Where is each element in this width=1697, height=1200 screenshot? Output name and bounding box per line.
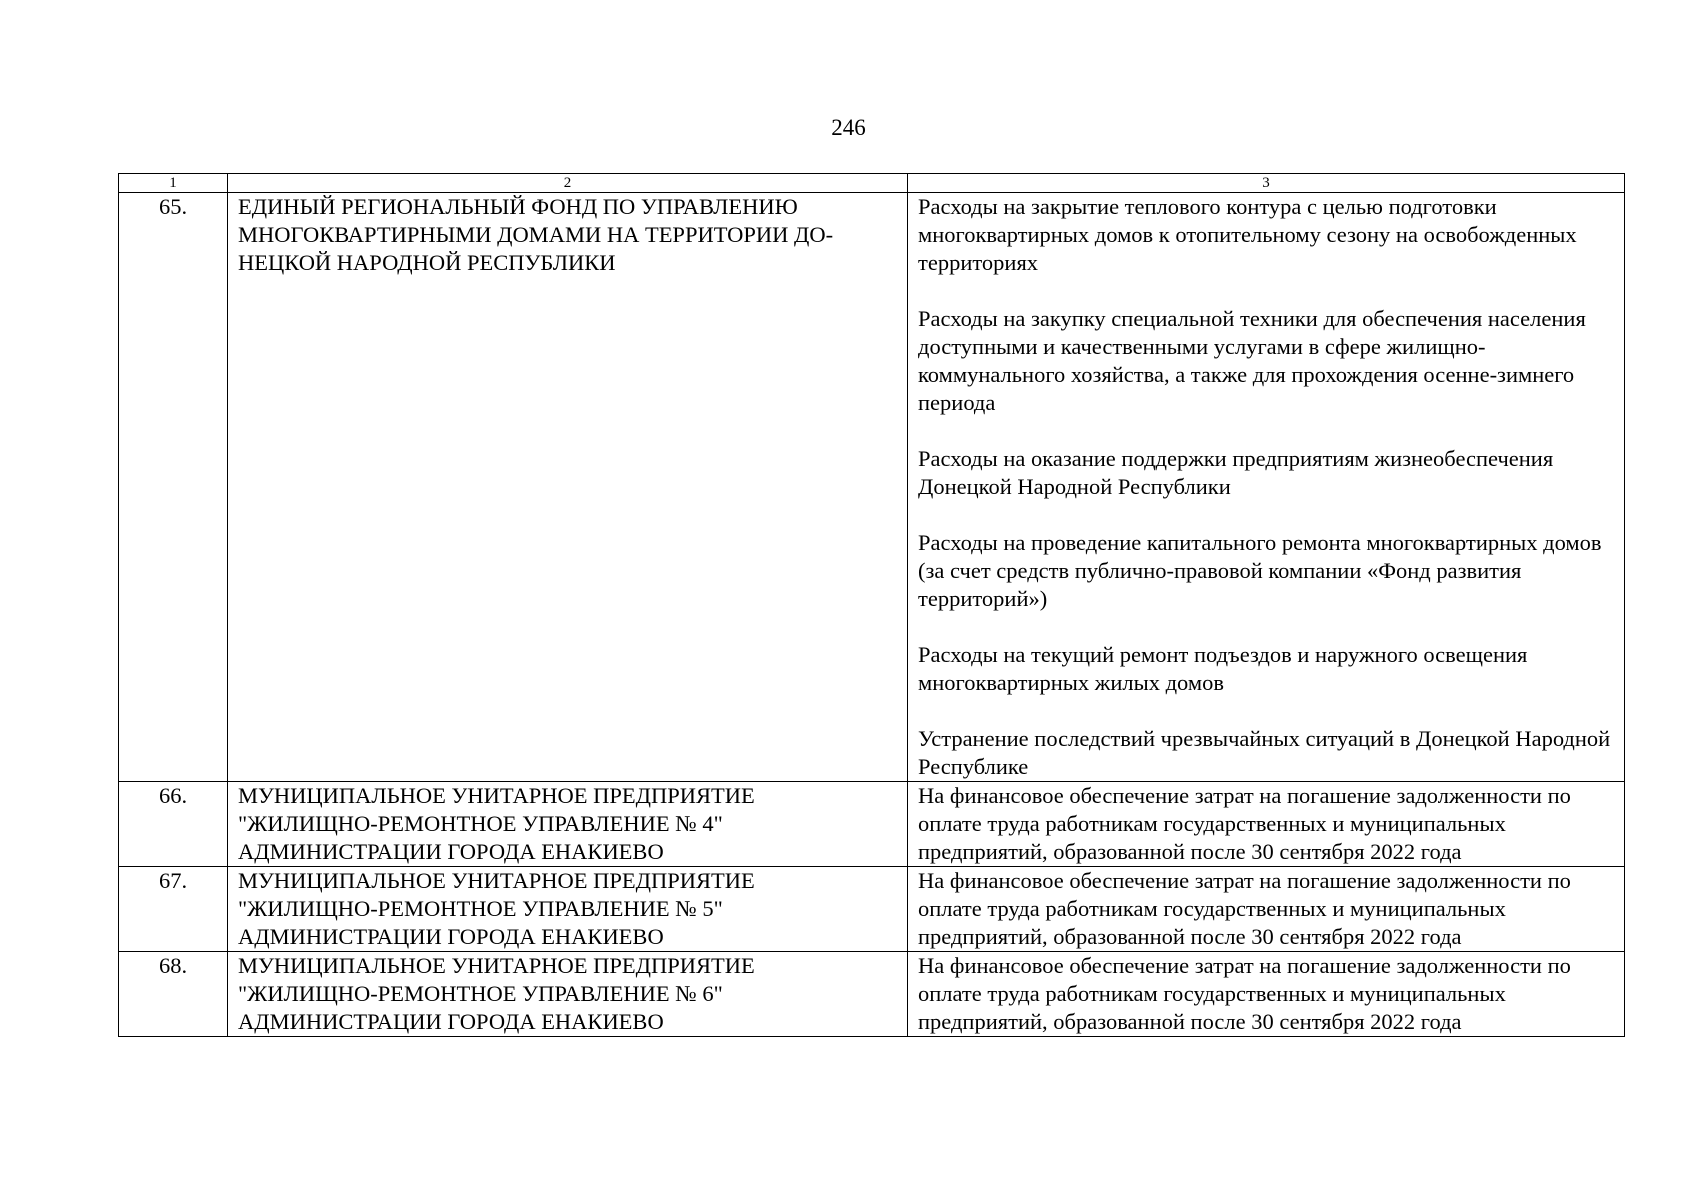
organization-name: ЕДИНЫЙ РЕГИОНАЛЬНЫЙ ФОНД ПО УПРАВЛЕНИЮ МНОГОКВАРТИРНЫМИ ДОМАМИ НА ТЕРРИТОРИИ ДО-НЕЦКОЙ НАРОДНОЙ РЕСПУБЛИКИ	[228, 193, 908, 782]
organization-name: МУНИЦИПАЛЬНОЕ УНИТАРНОЕ ПРЕДПРИЯТИЕ "ЖИЛИЩНО-РЕМОНТНОЕ УПРАВЛЕНИЕ № 4" АДМИНИСТРАЦИИ ГОРОДА ЕНАКИЕВО	[228, 782, 908, 867]
expense-item: Устранение последствий чрезвычайных ситуаций в Донецкой Народной Республике	[918, 726, 1611, 779]
organization-name: МУНИЦИПАЛЬНОЕ УНИТАРНОЕ ПРЕДПРИЯТИЕ "ЖИЛИЩНО-РЕМОНТНОЕ УПРАВЛЕНИЕ № 5" АДМИНИСТРАЦИИ ГОРОДА ЕНАКИЕВО	[228, 867, 908, 952]
organization-name: МУНИЦИПАЛЬНОЕ УНИТАРНОЕ ПРЕДПРИЯТИЕ "ЖИЛИЩНО-РЕМОНТНОЕ УПРАВЛЕНИЕ № 6" АДМИНИСТРАЦИИ ГОРОДА ЕНАКИЕВО	[228, 952, 908, 1037]
expense-item: Расходы на закрытие теплового контура с целью подготовки многоквартирных домов к отопительному сезону на освобожденных территориях	[918, 194, 1577, 275]
expense-item: Расходы на оказание поддержки предприятиям жизнеобеспечения Донецкой Народной Республики	[918, 446, 1554, 499]
expense-item: На финансовое обеспечение затрат на погашение задолженности по оплате труда работникам государственных и муниципальных предприятий, образованной после 30 сентября 2022 года	[918, 868, 1571, 949]
expense-list	[908, 952, 1625, 1037]
column-header-2: 2	[228, 174, 908, 193]
row-number: 67.	[119, 867, 228, 952]
expense-list	[908, 782, 1625, 867]
row-number: 65.	[119, 193, 228, 782]
row-number: 68.	[119, 952, 228, 1037]
table-row	[119, 782, 1625, 867]
row-number: 66.	[119, 782, 228, 867]
header-row	[119, 174, 1625, 193]
registry-table	[118, 173, 1625, 1037]
expense-list	[908, 193, 1625, 782]
table-row	[119, 193, 1625, 782]
table-row	[119, 952, 1625, 1037]
table-row	[119, 867, 1625, 952]
expense-item: Расходы на текущий ремонт подъездов и наружного освещения многоквартирных жилых домов	[918, 642, 1528, 695]
column-header-3: 3	[908, 174, 1625, 193]
expense-list	[908, 867, 1625, 952]
expense-item: Расходы на проведение капитального ремонта многоквартирных домов (за счет средств публично-правовой компании «Фонд развития территорий»)	[918, 530, 1602, 611]
page-number: 246	[831, 115, 866, 140]
expense-item: На финансовое обеспечение затрат на погашение задолженности по оплате труда работникам государственных и муниципальных предприятий, образованной после 30 сентября 2022 года	[918, 953, 1571, 1034]
expense-item: Расходы на закупку специальной техники для обеспечения населения доступными и качественными услугами в сфере жилищно-коммунального хозяйства, а также для прохождения осенне-зимнего периода	[918, 306, 1586, 415]
column-header-1: 1	[119, 174, 228, 193]
expense-item: На финансовое обеспечение затрат на погашение задолженности по оплате труда работникам государственных и муниципальных предприятий, образованной после 30 сентября 2022 года	[918, 783, 1571, 864]
